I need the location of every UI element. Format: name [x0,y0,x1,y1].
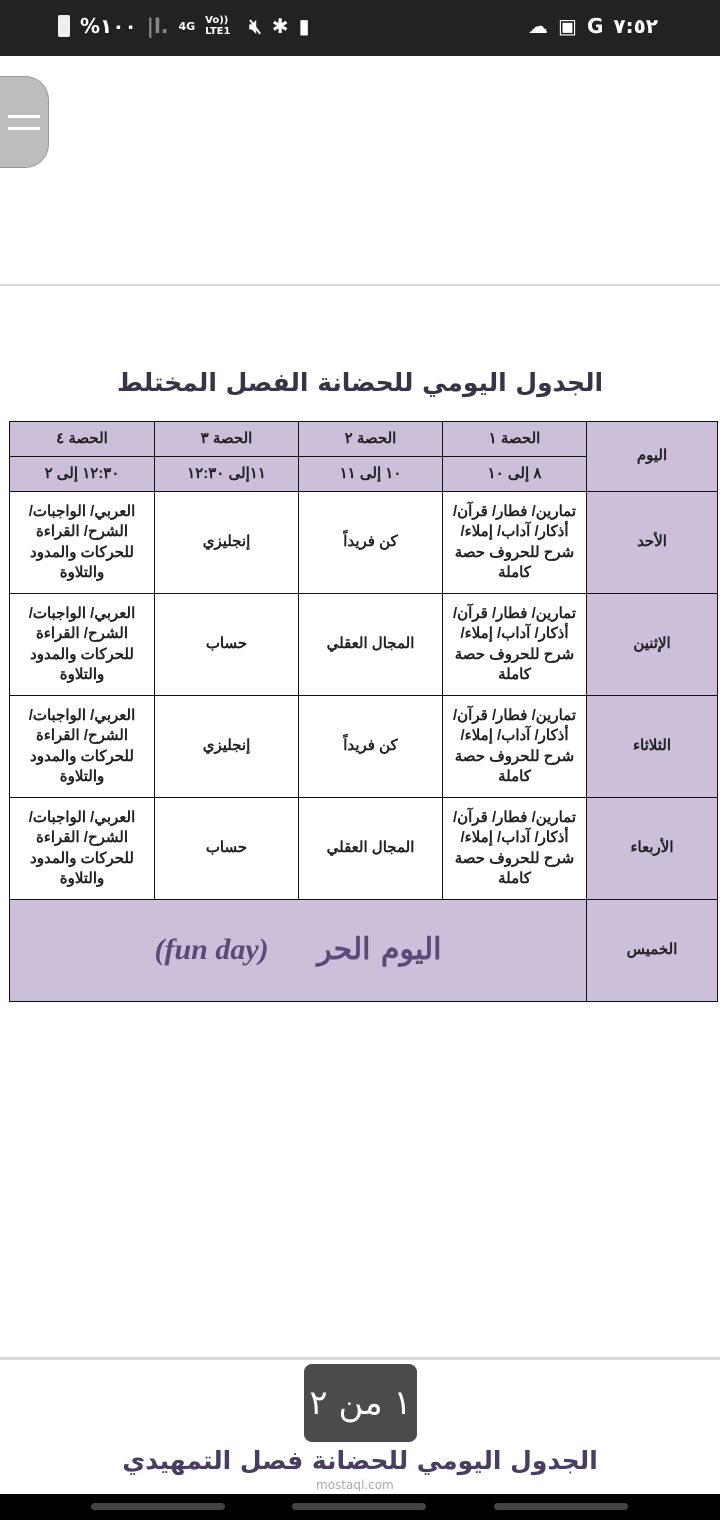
header-period: الحصة ٤ [10,422,155,457]
volte-label: Vo)) LTE1 [205,15,231,37]
menu-button[interactable] [0,76,49,168]
google-icon: G [586,14,604,38]
header-time: ٨ إلى ١٠ [443,457,587,492]
signal-icon: |l. [146,14,169,38]
period-cell: كن فريداً [299,696,443,798]
navigation-bar [0,1494,720,1520]
period-cell: العربي/ الواجبات/ الشرح/ القراءة للحركات والمدود والتلاوة [10,492,155,594]
menu-icon [8,115,40,118]
mute-icon: 🔇︎ [249,14,262,38]
header-period: الحصة ١ [443,422,587,457]
battery-icon [58,15,70,37]
fun-day-cell [10,900,587,1002]
header-time: ١١إلى ١٢:٣٠ [155,457,299,492]
day-cell: الأحد [587,492,718,594]
period-cell: حساب [155,594,299,696]
next-page-title: الجدول اليومي للحضانة فصل التمهيدي [122,1446,598,1475]
battery-saver-icon: ▮ [298,14,310,38]
nav-handle[interactable] [91,1503,225,1510]
watermark: mostaql.com [316,1478,394,1492]
table-row [10,696,718,798]
page-divider [0,1357,720,1360]
fun-day-english: (fun day) [154,933,269,967]
table-row-thursday [10,900,718,1002]
period-cell: إنجليزي [155,696,299,798]
period-cell: تمارين/ فطار/ قرآن/ أذكار/ آداب/ إملاء/ شرح للحروف حصة كاملة [443,798,587,900]
bluetooth-icon: ✱ [271,14,289,38]
period-cell: المجال العقلي [299,594,443,696]
header-time: ١٢:٣٠ إلى ٢ [10,457,155,492]
nav-handle[interactable] [292,1503,426,1510]
header-time: ١٠ إلى ١١ [299,457,443,492]
period-cell: تمارين/ فطار/ قرآن/ أذكار/ آداب/ إملاء/ شرح للحروف حصة كاملة [443,594,587,696]
page-title: الجدول اليومي للحضانة الفصل المختلط [116,368,604,397]
header-day: اليوم [587,422,718,492]
clock: ٧:٥٢ [613,14,658,38]
page-indicator: ١ من ٢ [304,1364,417,1442]
nav-handle[interactable] [494,1503,628,1510]
period-cell: المجال العقلي [299,798,443,900]
gallery-icon: ▣ [558,14,577,38]
schedule-table [9,421,718,1002]
day-cell: الخميس [587,900,718,1002]
fun-day-arabic: اليوم الحر [317,932,442,968]
period-cell: كن فريداً [299,492,443,594]
header-period: الحصة ٢ [299,422,443,457]
battery-level: %١٠٠ [80,14,137,38]
period-cell: العربي/ الواجبات/ الشرح/ القراءة للحركات والمدود والتلاوة [10,594,155,696]
period-cell: تمارين/ فطار/ قرآن/ أذكار/ آداب/ إملاء/ شرح للحروف حصة كاملة [443,696,587,798]
period-cell: إنجليزي [155,492,299,594]
period-cell: العربي/ الواجبات/ الشرح/ القراءة للحركات والمدود والتلاوة [10,696,155,798]
table-row [10,492,718,594]
status-bar [0,0,720,56]
day-cell: الأربعاء [587,798,718,900]
period-cell: العربي/ الواجبات/ الشرح/ القراءة للحركات والمدود والتلاوة [10,798,155,900]
period-cell: تمارين/ فطار/ قرآن/ أذكار/ آداب/ إملاء/ شرح للحروف حصة كاملة [443,492,587,594]
day-cell: الثلاثاء [587,696,718,798]
header-period: الحصة ٣ [155,422,299,457]
day-cell: الإثنين [587,594,718,696]
table-row [10,798,718,900]
table-row [10,594,718,696]
page-divider [0,284,720,286]
menu-icon-line [8,127,40,130]
period-cell: حساب [155,798,299,900]
cloud-icon: ☁ [528,14,549,38]
network-type: 4G [178,19,196,33]
